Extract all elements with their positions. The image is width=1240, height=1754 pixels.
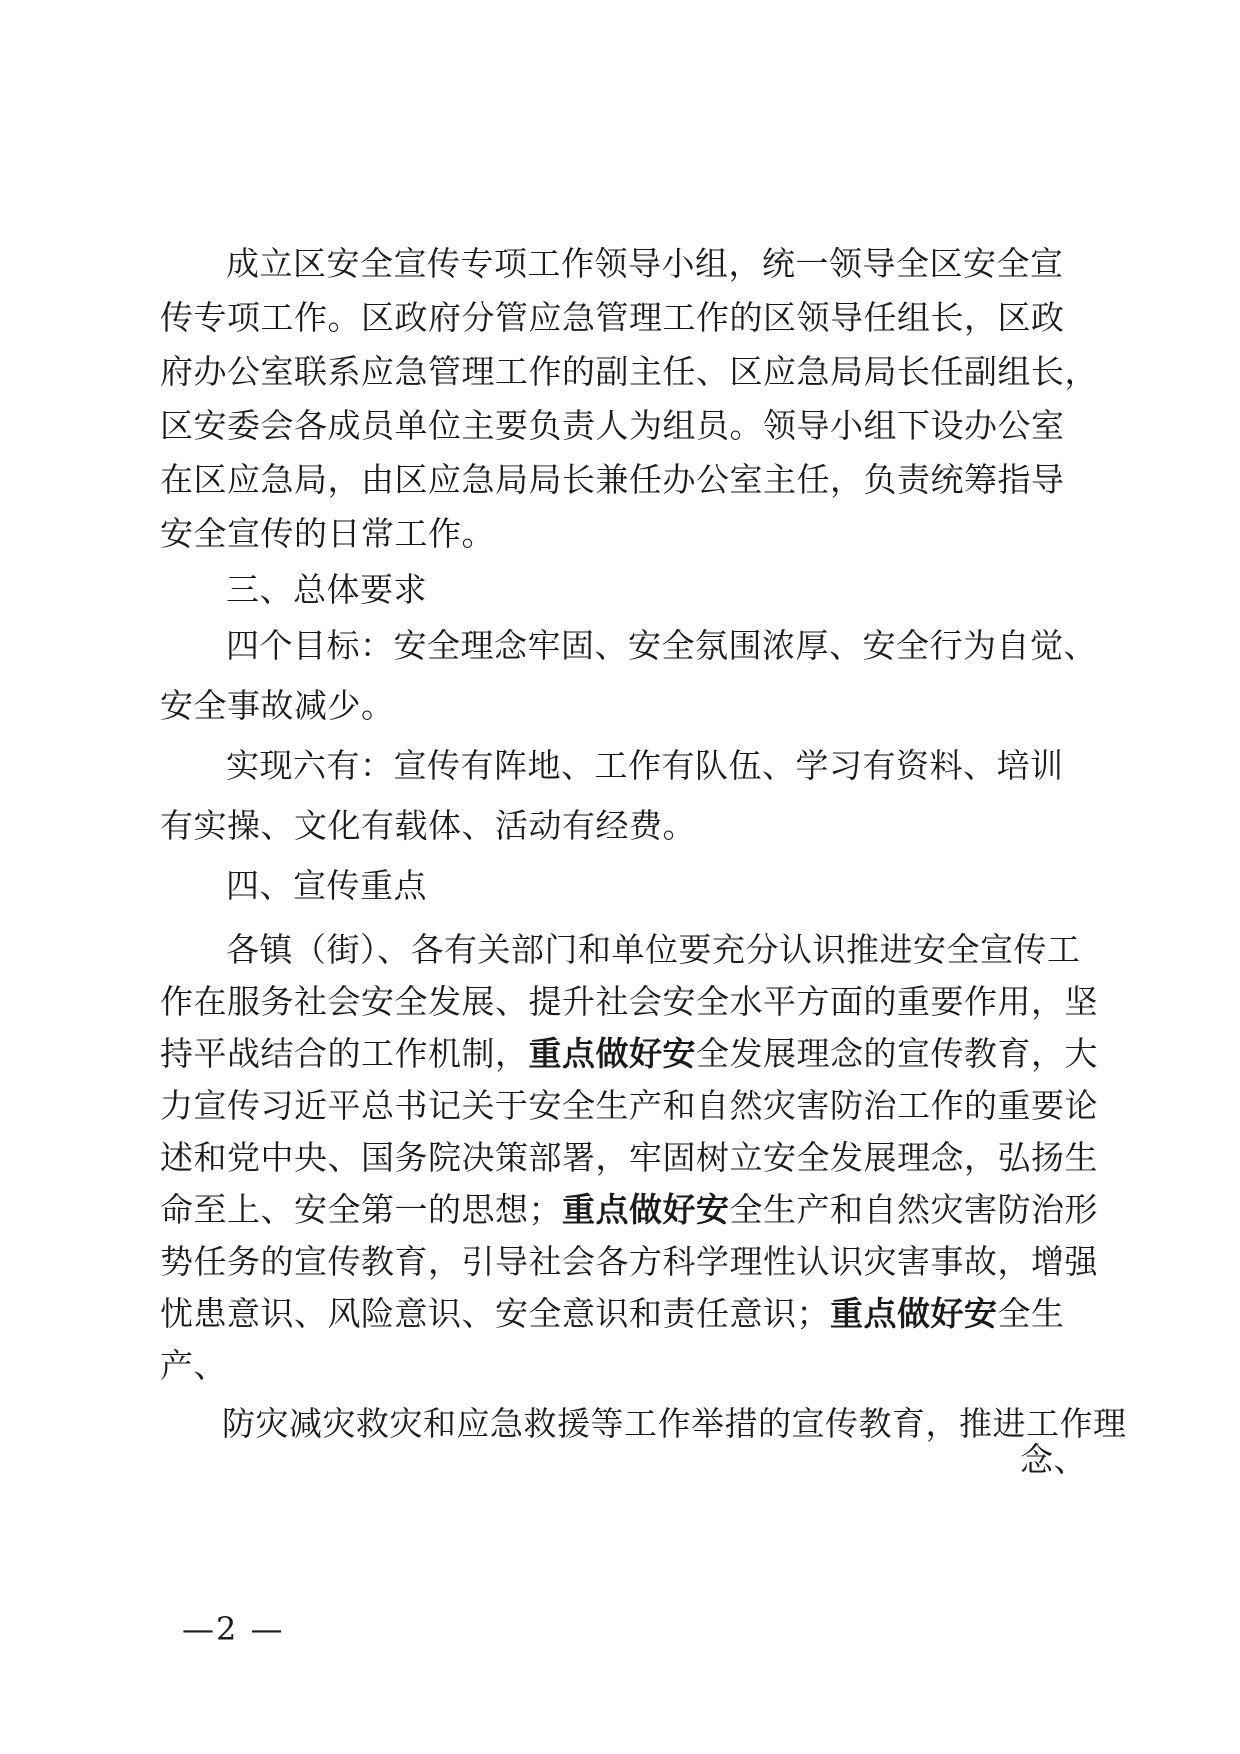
paragraph-line	[160, 1190, 1098, 1230]
paragraph-line: 四个目标：安全理念牢固、安全氛围浓厚、安全行为自觉、	[226, 626, 1097, 665]
paragraph-line: 实现六有：宣传有阵地、工作有队伍、学习有资料、培训	[226, 746, 1064, 785]
text-run: 持平战结合的工作机制，	[160, 1034, 529, 1073]
text-run: 全生产和自然灾害防治形	[729, 1190, 1098, 1229]
paragraph-line: 区安委会各成员单位主要负责人为组员。领导小组下设办公室	[160, 406, 1065, 445]
paragraph-line: 成立区安全宣传专项工作领导小组，统一领导全区安全宣	[226, 244, 1064, 283]
paragraph-line: 势任务的宣传教育，引导社会各方科学理性认识灾害事故，增强	[160, 1242, 1098, 1281]
paragraph-line: 述和党中央、国务院决策部署，牢固树立安全发展理念，弘扬生	[160, 1138, 1098, 1177]
text-run: 全生	[997, 1294, 1065, 1333]
paragraph-line: 府办公室联系应急管理工作的副主任、区应急局局长任副组长，	[160, 352, 1098, 391]
section-heading: 四、宣传重点	[226, 866, 427, 905]
paragraph-line	[160, 1034, 1098, 1074]
paragraph-line: 作在服务社会安全发展、提升社会安全水平方面的重要作用，坚	[160, 982, 1098, 1021]
paragraph-line: 各镇（街）、各有关部门和单位要充分认识推进安全宣传工	[226, 930, 1081, 969]
paragraph-line: 防灾减灾救灾和应急救援等工作举措的宣传教育，推进工作理	[222, 1404, 1127, 1443]
text-run: 命至上、安全第一的思想；	[160, 1190, 562, 1229]
bold-emphasis: 重点做好安	[830, 1294, 998, 1333]
page-number: —2 —	[182, 1610, 285, 1648]
paragraph-line: 安全事故减少。	[160, 686, 395, 725]
text-run: 忧患意识、风险意识、安全意识和责任意识；	[160, 1294, 830, 1333]
bold-emphasis: 重点做好安	[562, 1190, 730, 1229]
text-run: 全发展理念的宣传教育，大	[696, 1034, 1098, 1073]
paragraph-line: 在区应急局，由区应急局局长兼任办公室主任，负责统筹指导	[160, 460, 1065, 499]
paragraph-line: 有实操、文化有载体、活动有经费。	[160, 806, 696, 845]
paragraph-line: 安全宣传的日常工作。	[160, 514, 495, 553]
paragraph-line: 力宣传习近平总书记关于安全生产和自然灾害防治工作的重要论	[160, 1086, 1098, 1125]
bold-emphasis: 重点做好安	[528, 1034, 696, 1073]
paragraph-line	[160, 1294, 1065, 1334]
paragraph-line: 念、	[1020, 1440, 1087, 1479]
paragraph-line: 产、	[160, 1346, 227, 1385]
paragraph-line: 传专项工作。区政府分管应急管理工作的区领导任组长，区政	[160, 298, 1065, 337]
section-heading: 三、总体要求	[226, 570, 427, 609]
